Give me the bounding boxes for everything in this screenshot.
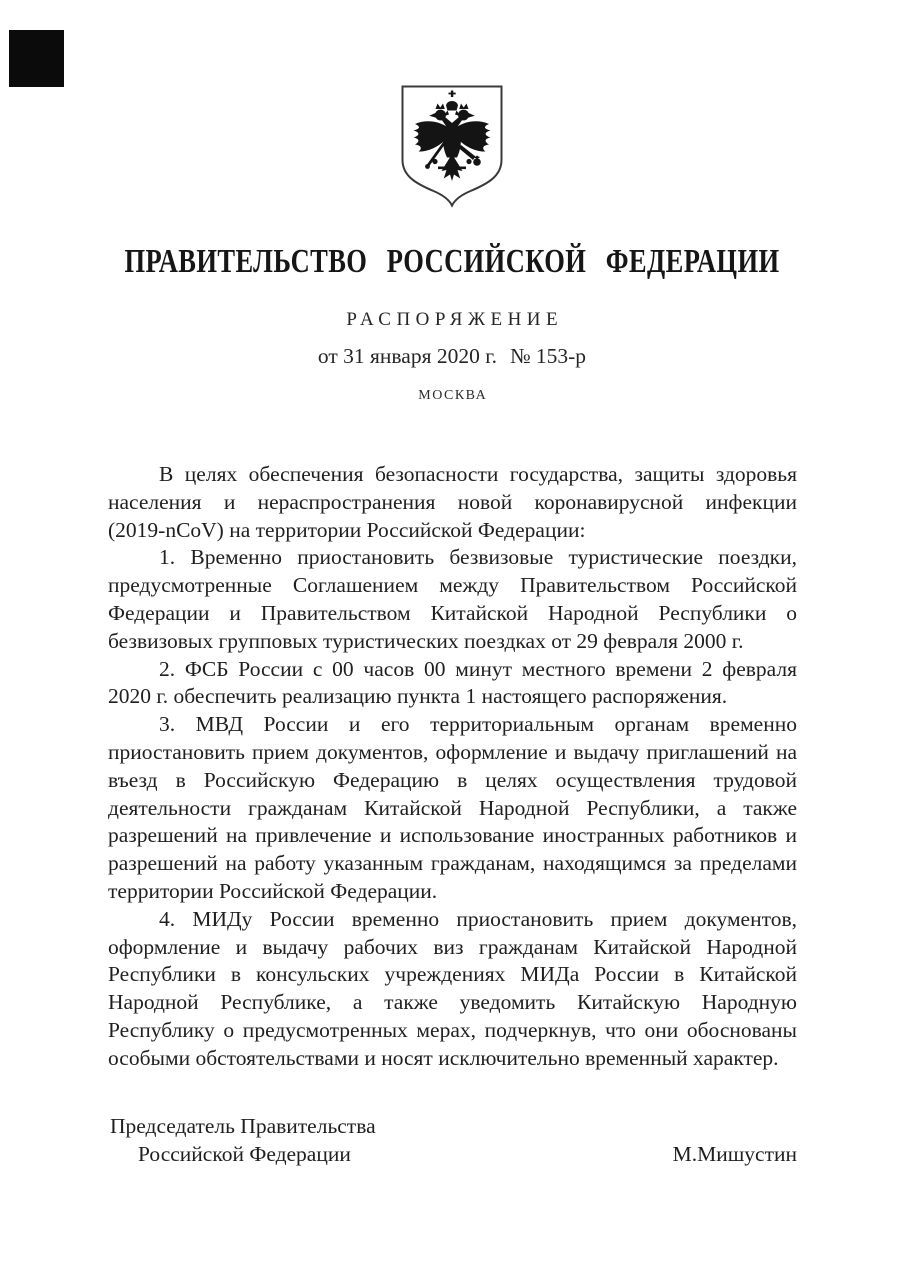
body-line: 2. ФСБ России с 00 часов 00 минут местного времени 2 февраля <box>159 656 797 681</box>
body-line: населения и нераспространения новой коронавирусной инфекции <box>108 489 797 514</box>
body-line: разрешений на работу указанным гражданам, находящимся за пределами <box>108 851 797 876</box>
body-line: 1. Временно приостановить безвизовые туристические поездки, <box>159 545 797 570</box>
signature-role-line-1: Председатель Правительства <box>110 1114 376 1138</box>
body-line: безвизовых групповых туристических поездках от 29 февраля 2000 г. <box>108 628 744 653</box>
body-line: оформление и выдачу рабочих виз гражданам Китайской Народной <box>108 934 797 959</box>
signature-name: М.Мишустин <box>672 1142 797 1166</box>
body-line: приостановить прием документов, оформление и выдачу приглашений на <box>108 739 797 764</box>
signature-role-line-2: Российской Федерации <box>138 1142 351 1166</box>
body-line: Федерации и Правительством Китайской Народной Республики о <box>108 600 797 625</box>
body-line: деятельности гражданам Китайской Народной Республики, а также <box>108 795 797 820</box>
document-number: № 153-р <box>510 344 587 368</box>
scan-corner-artifact <box>9 30 64 87</box>
document-date: от 31 января 2020 г. <box>317 344 497 368</box>
body-line: предусмотренные Соглашением между Правительством Российской <box>108 573 797 598</box>
city-label: МОСКВА <box>418 388 488 403</box>
body-line: В целях обеспечения безопасности государства, защиты здоровья <box>159 462 797 486</box>
body-line: особыми обстоятельствами и носят исключительно временный характер. <box>108 1045 779 1070</box>
body-line: 2020 г. обеспечить реализацию пункта 1 настоящего распоряжения. <box>108 684 728 709</box>
date-and-number-line <box>0 344 904 369</box>
document-body <box>108 461 797 1073</box>
document-type-heading: РАСПОРЯЖЕНИЕ <box>346 309 564 330</box>
body-line: разрешений на привлечение и использование иностранных работников и <box>108 823 797 848</box>
body-line: Республику о предусмотренных мерах, подчеркнув, что они обоснованы <box>108 1017 797 1042</box>
body-line: (2019-nCoV) на территории Российской Федерации: <box>108 517 586 542</box>
body-line: Народной Республике, а также уведомить Китайскую Народную <box>108 990 797 1015</box>
body-line: территории Российской Федерации. <box>108 878 438 903</box>
body-line: 4. МИДу России временно приостановить прием документов, <box>159 906 797 931</box>
body-line: въезд в Российскую Федерацию в целях осуществления трудовой <box>108 767 797 792</box>
body-line: Республики в консульских учреждениях МИДа России в Китайской <box>108 962 797 987</box>
body-line: 3. МВД России и его территориальным органам временно <box>159 712 797 737</box>
russia-coat-of-arms-icon <box>398 83 506 208</box>
page-title: ПРАВИТЕЛЬСТВО РОССИЙСКОЙ ФЕДЕРАЦИИ <box>124 243 780 280</box>
